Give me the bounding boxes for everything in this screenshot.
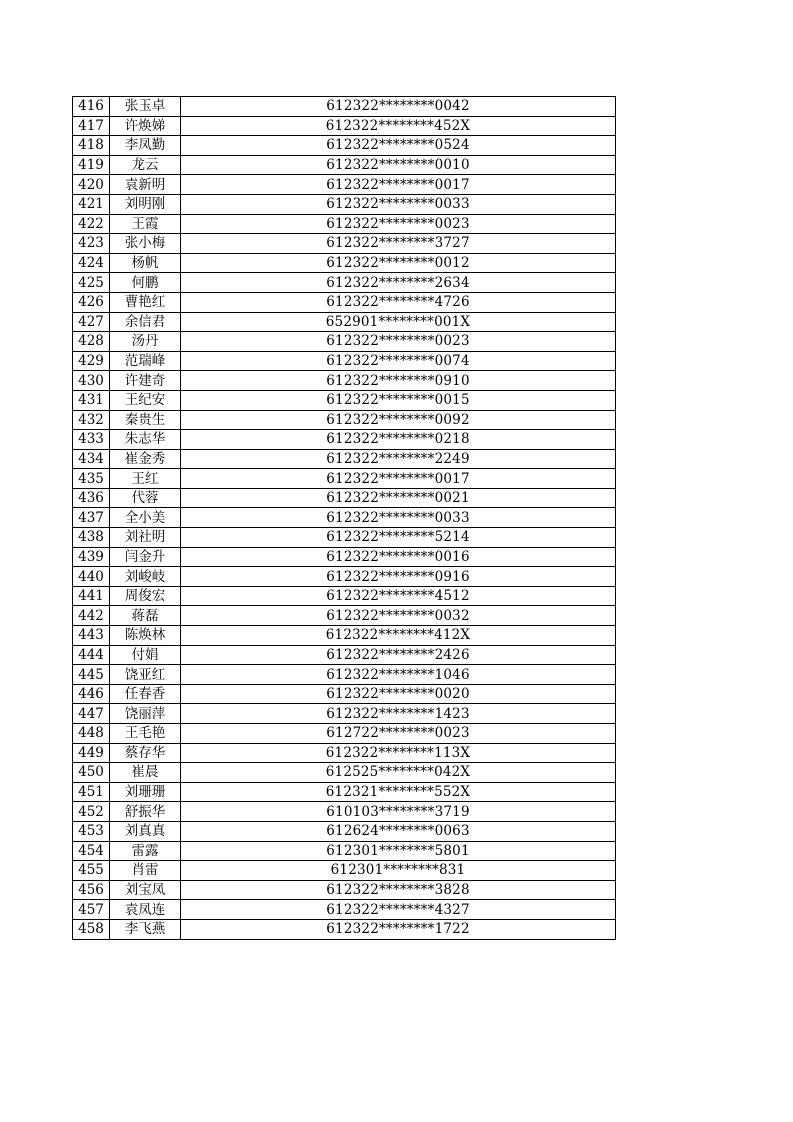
table-row — [73, 292, 616, 312]
name-cell: 刘宝凤 — [110, 880, 181, 900]
table-row — [73, 508, 616, 528]
row-number-cell: 450 — [73, 763, 110, 783]
name-cell: 杨帆 — [110, 253, 181, 273]
table-row — [73, 390, 616, 410]
table-row — [73, 919, 616, 939]
id-number-cell: 612322********0074 — [181, 351, 616, 371]
name-cell: 曹艳红 — [110, 292, 181, 312]
table-row — [73, 234, 616, 254]
row-number-cell: 430 — [73, 371, 110, 391]
row-number-cell: 447 — [73, 704, 110, 724]
table-row — [73, 606, 616, 626]
id-number-cell: 612322********452X — [181, 116, 616, 136]
name-cell: 王霞 — [110, 214, 181, 234]
table-row — [73, 253, 616, 273]
row-number-cell: 423 — [73, 234, 110, 254]
id-number-cell: 612322********4726 — [181, 292, 616, 312]
roster-table-body — [73, 97, 616, 940]
row-number-cell: 444 — [73, 645, 110, 665]
id-number-cell: 610103********3719 — [181, 802, 616, 822]
name-cell: 崔金秀 — [110, 449, 181, 469]
row-number-cell: 417 — [73, 116, 110, 136]
row-number-cell: 418 — [73, 136, 110, 156]
name-cell: 张玉卓 — [110, 97, 181, 117]
row-number-cell: 448 — [73, 724, 110, 744]
id-number-cell: 612322********1423 — [181, 704, 616, 724]
row-number-cell: 425 — [73, 273, 110, 293]
name-cell: 付娟 — [110, 645, 181, 665]
name-cell: 任春香 — [110, 684, 181, 704]
id-number-cell: 612322********2249 — [181, 449, 616, 469]
id-number-cell: 612322********0916 — [181, 567, 616, 587]
id-number-cell: 612322********0021 — [181, 488, 616, 508]
row-number-cell: 442 — [73, 606, 110, 626]
row-number-cell: 431 — [73, 390, 110, 410]
name-cell: 代蓉 — [110, 488, 181, 508]
row-number-cell: 454 — [73, 841, 110, 861]
table-row — [73, 351, 616, 371]
row-number-cell: 428 — [73, 332, 110, 352]
id-number-cell: 612322********0017 — [181, 469, 616, 489]
name-cell: 朱志华 — [110, 430, 181, 450]
id-number-cell: 612322********0910 — [181, 371, 616, 391]
table-row — [73, 665, 616, 685]
table-row — [73, 430, 616, 450]
row-number-cell: 443 — [73, 626, 110, 646]
row-number-cell: 439 — [73, 547, 110, 567]
name-cell: 雷露 — [110, 841, 181, 861]
name-cell: 龙云 — [110, 155, 181, 175]
name-cell: 李凤勤 — [110, 136, 181, 156]
row-number-cell: 424 — [73, 253, 110, 273]
row-number-cell: 438 — [73, 528, 110, 548]
table-row — [73, 449, 616, 469]
row-number-cell: 436 — [73, 488, 110, 508]
table-row — [73, 194, 616, 214]
table-row — [73, 900, 616, 920]
table-row — [73, 821, 616, 841]
id-number-cell: 612322********0016 — [181, 547, 616, 567]
row-number-cell: 453 — [73, 821, 110, 841]
table-row — [73, 175, 616, 195]
id-number-cell: 612322********0033 — [181, 508, 616, 528]
id-number-cell: 612525********042X — [181, 763, 616, 783]
table-row — [73, 626, 616, 646]
table-row — [73, 684, 616, 704]
name-cell: 周俊宏 — [110, 586, 181, 606]
id-number-cell: 612322********0033 — [181, 194, 616, 214]
table-row — [73, 410, 616, 430]
table-row — [73, 802, 616, 822]
table-row — [73, 743, 616, 763]
table-row — [73, 880, 616, 900]
name-cell: 陈焕林 — [110, 626, 181, 646]
id-number-cell: 612322********3828 — [181, 880, 616, 900]
row-number-cell: 422 — [73, 214, 110, 234]
table-row — [73, 116, 616, 136]
table-row — [73, 97, 616, 117]
name-cell: 王红 — [110, 469, 181, 489]
id-number-cell: 612322********0023 — [181, 332, 616, 352]
name-cell: 舒振华 — [110, 802, 181, 822]
name-cell: 蒋磊 — [110, 606, 181, 626]
name-cell: 何鹏 — [110, 273, 181, 293]
id-number-cell: 612322********0032 — [181, 606, 616, 626]
row-number-cell: 458 — [73, 919, 110, 939]
table-row — [73, 763, 616, 783]
name-cell: 全小美 — [110, 508, 181, 528]
name-cell: 范瑞峰 — [110, 351, 181, 371]
table-row — [73, 704, 616, 724]
table-row — [73, 567, 616, 587]
table-row — [73, 214, 616, 234]
row-number-cell: 433 — [73, 430, 110, 450]
row-number-cell: 426 — [73, 292, 110, 312]
table-row — [73, 528, 616, 548]
row-number-cell: 434 — [73, 449, 110, 469]
name-cell: 肖雷 — [110, 861, 181, 881]
table-row — [73, 469, 616, 489]
row-number-cell: 421 — [73, 194, 110, 214]
id-number-cell: 612301********831 — [181, 861, 616, 881]
row-number-cell: 451 — [73, 782, 110, 802]
id-number-cell: 612322********0218 — [181, 430, 616, 450]
name-cell: 汤丹 — [110, 332, 181, 352]
id-number-cell: 612322********0524 — [181, 136, 616, 156]
table-row — [73, 136, 616, 156]
table-row — [73, 155, 616, 175]
name-cell: 王毛艳 — [110, 724, 181, 744]
table-row — [73, 332, 616, 352]
id-number-cell: 612722********0023 — [181, 724, 616, 744]
row-number-cell: 457 — [73, 900, 110, 920]
id-number-cell: 612301********5801 — [181, 841, 616, 861]
id-number-cell: 612322********0015 — [181, 390, 616, 410]
id-number-cell: 612322********1722 — [181, 919, 616, 939]
name-cell: 饶丽萍 — [110, 704, 181, 724]
table-row — [73, 488, 616, 508]
id-number-cell: 612322********113X — [181, 743, 616, 763]
id-number-cell: 612322********2634 — [181, 273, 616, 293]
row-number-cell: 445 — [73, 665, 110, 685]
name-cell: 李飞燕 — [110, 919, 181, 939]
name-cell: 余信君 — [110, 312, 181, 332]
name-cell: 刘珊珊 — [110, 782, 181, 802]
id-number-cell: 612322********4327 — [181, 900, 616, 920]
id-number-cell: 612322********0092 — [181, 410, 616, 430]
row-number-cell: 435 — [73, 469, 110, 489]
row-number-cell: 455 — [73, 861, 110, 881]
id-number-cell: 612322********0010 — [181, 155, 616, 175]
table-row — [73, 841, 616, 861]
row-number-cell: 437 — [73, 508, 110, 528]
name-cell: 刘明刚 — [110, 194, 181, 214]
row-number-cell: 441 — [73, 586, 110, 606]
id-number-cell: 612322********2426 — [181, 645, 616, 665]
table-row — [73, 586, 616, 606]
id-number-cell: 612322********0042 — [181, 97, 616, 117]
id-number-cell: 612321********552X — [181, 782, 616, 802]
table-row — [73, 547, 616, 567]
id-number-cell: 612624********0063 — [181, 821, 616, 841]
name-cell: 许建奇 — [110, 371, 181, 391]
id-number-cell: 612322********0012 — [181, 253, 616, 273]
name-cell: 刘社明 — [110, 528, 181, 548]
name-cell: 许焕娣 — [110, 116, 181, 136]
id-number-cell: 612322********0023 — [181, 214, 616, 234]
name-cell: 张小梅 — [110, 234, 181, 254]
name-cell: 刘真真 — [110, 821, 181, 841]
table-row — [73, 371, 616, 391]
row-number-cell: 429 — [73, 351, 110, 371]
id-number-cell: 612322********412X — [181, 626, 616, 646]
name-cell: 秦贵生 — [110, 410, 181, 430]
id-number-cell: 652901********001X — [181, 312, 616, 332]
table-row — [73, 861, 616, 881]
name-cell: 蔡存华 — [110, 743, 181, 763]
id-number-cell: 612322********0020 — [181, 684, 616, 704]
table-row — [73, 724, 616, 744]
name-cell: 饶亚红 — [110, 665, 181, 685]
row-number-cell: 419 — [73, 155, 110, 175]
name-cell: 刘峻岐 — [110, 567, 181, 587]
id-number-cell: 612322********5214 — [181, 528, 616, 548]
name-cell: 袁新明 — [110, 175, 181, 195]
row-number-cell: 416 — [73, 97, 110, 117]
id-number-cell: 612322********4512 — [181, 586, 616, 606]
name-cell: 闫金升 — [110, 547, 181, 567]
id-number-cell: 612322********1046 — [181, 665, 616, 685]
row-number-cell: 449 — [73, 743, 110, 763]
row-number-cell: 420 — [73, 175, 110, 195]
table-row — [73, 782, 616, 802]
row-number-cell: 440 — [73, 567, 110, 587]
id-number-cell: 612322********3727 — [181, 234, 616, 254]
row-number-cell: 452 — [73, 802, 110, 822]
row-number-cell: 427 — [73, 312, 110, 332]
row-number-cell: 432 — [73, 410, 110, 430]
name-cell: 王纪安 — [110, 390, 181, 410]
id-number-cell: 612322********0017 — [181, 175, 616, 195]
row-number-cell: 456 — [73, 880, 110, 900]
name-cell: 崔晨 — [110, 763, 181, 783]
table-row — [73, 273, 616, 293]
table-row — [73, 645, 616, 665]
row-number-cell: 446 — [73, 684, 110, 704]
roster-table — [72, 96, 616, 940]
table-row — [73, 312, 616, 332]
name-cell: 袁凤连 — [110, 900, 181, 920]
